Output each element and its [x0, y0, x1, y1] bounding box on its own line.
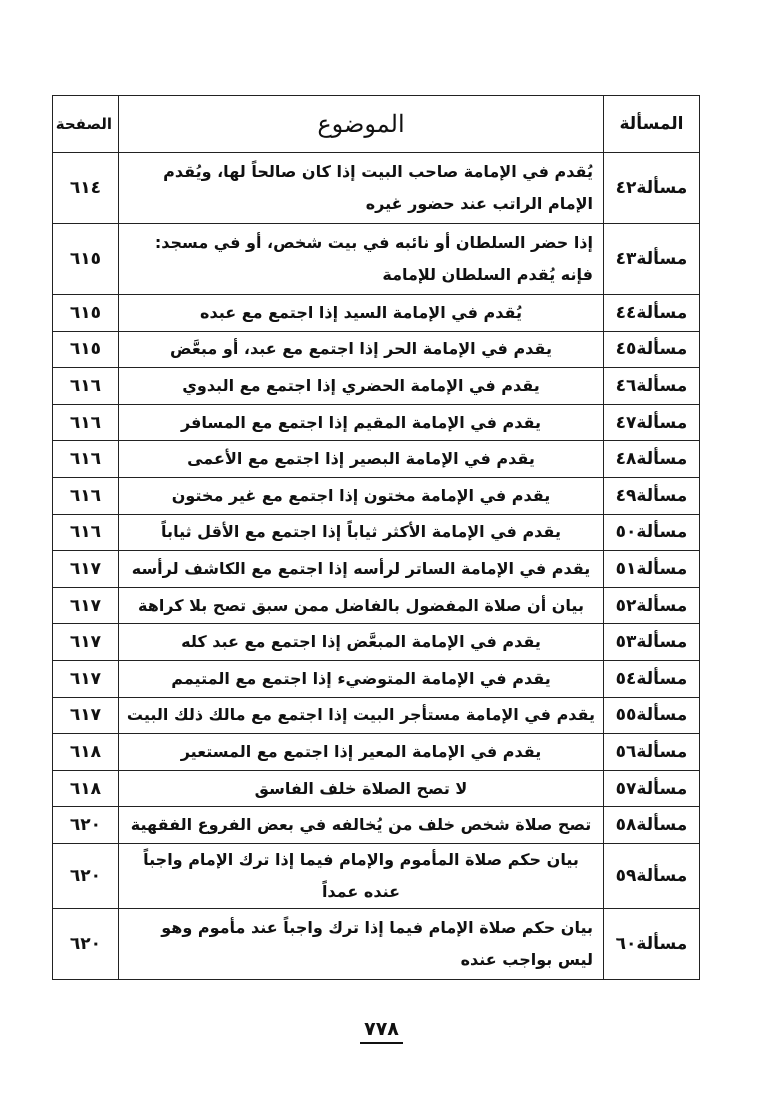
table-row [53, 697, 700, 734]
table-row [53, 368, 700, 405]
page-number: ٧٧٨ [360, 1018, 403, 1044]
topic-text: إذا حضر السلطان أو نائبه في بيت شخص، أو في مسجد: فإنه يُقدم السلطان للإمامة [119, 224, 604, 295]
page-ref: ٦١٨ [53, 734, 119, 771]
masala-number: مسألة٥٧ [604, 770, 700, 807]
topic-text: يقدم في الإمامة المتوضيء إذا اجتمع مع المتيمم [119, 660, 604, 697]
table-row [53, 908, 700, 979]
table-row [53, 295, 700, 332]
table-row [53, 514, 700, 551]
page-ref: ٦١٥ [53, 331, 119, 368]
table-row [53, 331, 700, 368]
table-row [53, 660, 700, 697]
page-footer [0, 1018, 763, 1044]
topic-text: يقدم في الإمامة المقيم إذا اجتمع مع المسافر [119, 404, 604, 441]
topic-text: تصح صلاة شخص خلف من يُخالفه في بعض الفروع الفقهية [119, 807, 604, 844]
table-row [53, 843, 700, 908]
topic-text: بيان حكم صلاة الإمام فيما إذا ترك واجباً عند مأموم وهو ليس بواجب عنده [119, 908, 604, 979]
table-row [53, 224, 700, 295]
topic-text: يُقدم في الإمامة السيد إذا اجتمع مع عبده [119, 295, 604, 332]
masala-number: مسألة٤٢ [604, 153, 700, 224]
table-body [53, 153, 700, 980]
topic-text: لا تصح الصلاة خلف الفاسق [119, 770, 604, 807]
topic-text: يقدم في الإمامة الأكثر ثياباً إذا اجتمع مع الأقل ثياباً [119, 514, 604, 551]
page-ref: ٦١٨ [53, 770, 119, 807]
page-ref: ٦١٦ [53, 441, 119, 478]
topic-text: يقدم في الإمامة مستأجر البيت إذا اجتمع مع مالك ذلك البيت [119, 697, 604, 734]
page-ref: ٦١٥ [53, 295, 119, 332]
masala-number: مسألة٥٢ [604, 587, 700, 624]
page-ref: ٦٢٠ [53, 908, 119, 979]
table-row [53, 587, 700, 624]
page-ref: ٦١٦ [53, 514, 119, 551]
topic-text: يقدم في الإمامة المعير إذا اجتمع مع المستعير [119, 734, 604, 771]
page-ref: ٦١٧ [53, 551, 119, 588]
page-ref: ٦١٧ [53, 587, 119, 624]
masala-number: مسألة٥٦ [604, 734, 700, 771]
page-ref: ٦١٧ [53, 697, 119, 734]
table-row [53, 734, 700, 771]
topic-text: يقدم في الإمامة المبعَّض إذا اجتمع مع عبد كله [119, 624, 604, 661]
masala-number: مسألة٤٤ [604, 295, 700, 332]
page-ref: ٦٢٠ [53, 843, 119, 908]
table-row [53, 477, 700, 514]
page-ref: ٦١٦ [53, 368, 119, 405]
masala-number: مسألة٤٩ [604, 477, 700, 514]
topic-text: يقدم في الإمامة الساتر لرأسه إذا اجتمع مع الكاشف لرأسه [119, 551, 604, 588]
table-row [53, 807, 700, 844]
table-row [53, 153, 700, 224]
masala-number: مسألة٤٧ [604, 404, 700, 441]
masala-number: مسألة٥٩ [604, 843, 700, 908]
header-masala: المسألة [604, 96, 700, 153]
page-ref: ٦١٧ [53, 624, 119, 661]
table-row [53, 551, 700, 588]
header-page: الصفحة [53, 96, 119, 153]
topic-text: بيان حكم صلاة المأموم والإمام فيما إذا ترك الإمام واجباً عنده عمداً [119, 843, 604, 908]
page-ref: ٦١٤ [53, 153, 119, 224]
topic-text: يقدم في الإمامة الحضري إذا اجتمع مع البدوي [119, 368, 604, 405]
masala-number: مسألة٥٤ [604, 660, 700, 697]
page-ref: ٦١٦ [53, 404, 119, 441]
table-row [53, 624, 700, 661]
masala-number: مسألة٦٠ [604, 908, 700, 979]
table-row [53, 441, 700, 478]
masala-number: مسألة٤٨ [604, 441, 700, 478]
header-topic: الموضوع [119, 96, 604, 153]
masala-number: مسألة٥٣ [604, 624, 700, 661]
index-table [52, 95, 700, 980]
page-ref: ٦١٧ [53, 660, 119, 697]
topic-text: يقدم في الإمامة مختون إذا اجتمع مع غير مختون [119, 477, 604, 514]
table-row [53, 404, 700, 441]
masala-number: مسألة٥٨ [604, 807, 700, 844]
masala-number: مسألة٥٥ [604, 697, 700, 734]
topic-text: يقدم في الإمامة البصير إذا اجتمع مع الأعمى [119, 441, 604, 478]
topic-text: يُقدم في الإمامة صاحب البيت إذا كان صالحاً لها، ويُقدم الإمام الراتب عند حضور غيره [119, 153, 604, 224]
masala-number: مسألة٤٦ [604, 368, 700, 405]
masala-number: مسألة٥١ [604, 551, 700, 588]
table-header-row [53, 96, 700, 153]
page-ref: ٦٢٠ [53, 807, 119, 844]
topic-text: يقدم في الإمامة الحر إذا اجتمع مع عبد، أو مبعَّض [119, 331, 604, 368]
masala-number: مسألة٤٥ [604, 331, 700, 368]
masala-number: مسألة٥٠ [604, 514, 700, 551]
page-ref: ٦١٦ [53, 477, 119, 514]
masala-number: مسألة٤٣ [604, 224, 700, 295]
page-ref: ٦١٥ [53, 224, 119, 295]
topic-text: بيان أن صلاة المفضول بالفاضل ممن سبق تصح بلا كراهة [119, 587, 604, 624]
table-row [53, 770, 700, 807]
